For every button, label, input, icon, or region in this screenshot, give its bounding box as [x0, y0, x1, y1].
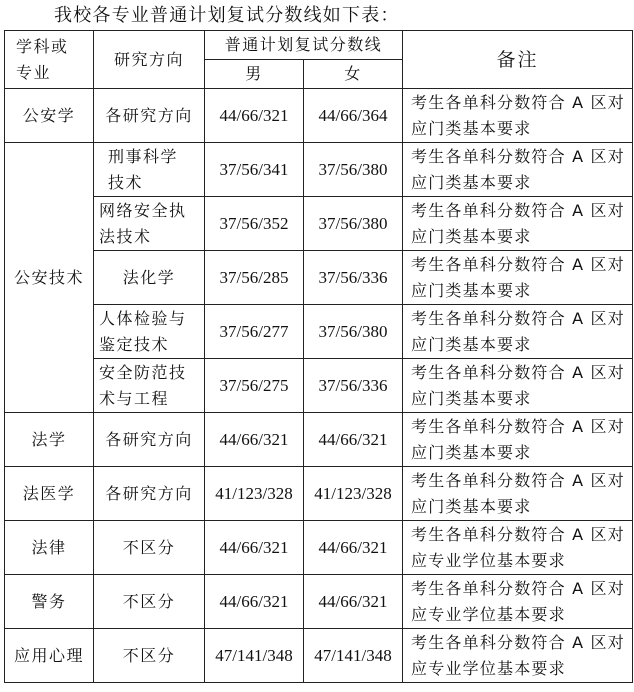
table-row — [5, 629, 633, 683]
note-cell: 考生各单科分数符合 A 区对应专业学位基本要求 — [403, 629, 633, 683]
note-cell: 考生各单科分数符合 A 区对应专业学位基本要求 — [403, 575, 633, 629]
discipline-cell: 警务 — [5, 575, 94, 629]
discipline-cell: 公安学 — [5, 89, 94, 143]
score-table — [4, 30, 633, 683]
header-male: 男 — [205, 60, 304, 89]
direction-cell: 安全防范技术与工程 — [94, 359, 205, 413]
note-cell: 考生各单科分数符合 A 区对应门类基本要求 — [403, 251, 633, 305]
table-row — [5, 467, 633, 521]
note-cell: 考生各单科分数符合 A 区对应门类基本要求 — [403, 467, 633, 521]
female-score-cell: 37/56/336 — [304, 359, 403, 413]
intro-text: 我校各专业普通计划复试分数线如下表： — [54, 5, 400, 26]
header-row — [5, 31, 633, 60]
note-cell: 考生各单科分数符合 A 区对应门类基本要求 — [403, 197, 633, 251]
male-score-cell: 37/56/341 — [205, 143, 304, 197]
discipline-cell: 法学 — [5, 413, 94, 467]
male-score-cell: 44/66/321 — [205, 413, 304, 467]
discipline-cell: 公安技术 — [5, 143, 94, 413]
table-row — [5, 143, 633, 197]
direction-cell: 网络安全执法技术 — [94, 197, 205, 251]
table-row — [5, 197, 633, 251]
table-row — [5, 251, 633, 305]
female-score-cell: 37/56/380 — [304, 197, 403, 251]
male-score-cell: 41/123/328 — [205, 467, 304, 521]
header-female: 女 — [304, 60, 403, 89]
male-score-cell: 37/56/277 — [205, 305, 304, 359]
header-direction: 研究方向 — [94, 31, 205, 89]
table-row — [5, 575, 633, 629]
table-row — [5, 89, 633, 143]
male-score-cell: 37/56/275 — [205, 359, 304, 413]
female-score-cell: 44/66/321 — [304, 521, 403, 575]
direction-cell: 不区分 — [94, 521, 205, 575]
note-cell: 考生各单科分数符合 A 区对应门类基本要求 — [403, 89, 633, 143]
male-score-cell: 37/56/285 — [205, 251, 304, 305]
table-row — [5, 359, 633, 413]
direction-cell: 不区分 — [94, 629, 205, 683]
male-score-cell: 37/56/352 — [205, 197, 304, 251]
female-score-cell: 41/123/328 — [304, 467, 403, 521]
header-score-group: 普通计划复试分数线 — [205, 31, 403, 60]
header-note: 备注 — [403, 31, 633, 89]
male-score-cell: 44/66/321 — [205, 575, 304, 629]
discipline-cell: 应用心理 — [5, 629, 94, 683]
direction-cell: 各研究方向 — [94, 467, 205, 521]
table-row — [5, 521, 633, 575]
female-score-cell: 37/56/336 — [304, 251, 403, 305]
male-score-cell: 44/66/321 — [205, 521, 304, 575]
direction-cell: 刑事科学技术 — [94, 143, 205, 197]
note-cell: 考生各单科分数符合 A 区对应门类基本要求 — [403, 305, 633, 359]
direction-cell: 人体检验与鉴定技术 — [94, 305, 205, 359]
header-discipline: 学科或专业 — [5, 31, 94, 89]
note-cell: 考生各单科分数符合 A 区对应门类基本要求 — [403, 359, 633, 413]
male-score-cell: 47/141/348 — [205, 629, 304, 683]
direction-cell: 各研究方向 — [94, 89, 205, 143]
note-cell: 考生各单科分数符合 A 区对应门类基本要求 — [403, 413, 633, 467]
female-score-cell: 44/66/364 — [304, 89, 403, 143]
discipline-cell: 法医学 — [5, 467, 94, 521]
male-score-cell: 44/66/321 — [205, 89, 304, 143]
female-score-cell: 44/66/321 — [304, 413, 403, 467]
female-score-cell: 47/141/348 — [304, 629, 403, 683]
direction-cell: 法化学 — [94, 251, 205, 305]
female-score-cell: 37/56/380 — [304, 305, 403, 359]
table-row — [5, 305, 633, 359]
note-cell: 考生各单科分数符合 A 区对应门类基本要求 — [403, 143, 633, 197]
direction-cell: 各研究方向 — [94, 413, 205, 467]
female-score-cell: 37/56/380 — [304, 143, 403, 197]
female-score-cell: 44/66/321 — [304, 575, 403, 629]
table-row — [5, 413, 633, 467]
direction-cell: 不区分 — [94, 575, 205, 629]
note-cell: 考生各单科分数符合 A 区对应专业学位基本要求 — [403, 521, 633, 575]
discipline-cell: 法律 — [5, 521, 94, 575]
